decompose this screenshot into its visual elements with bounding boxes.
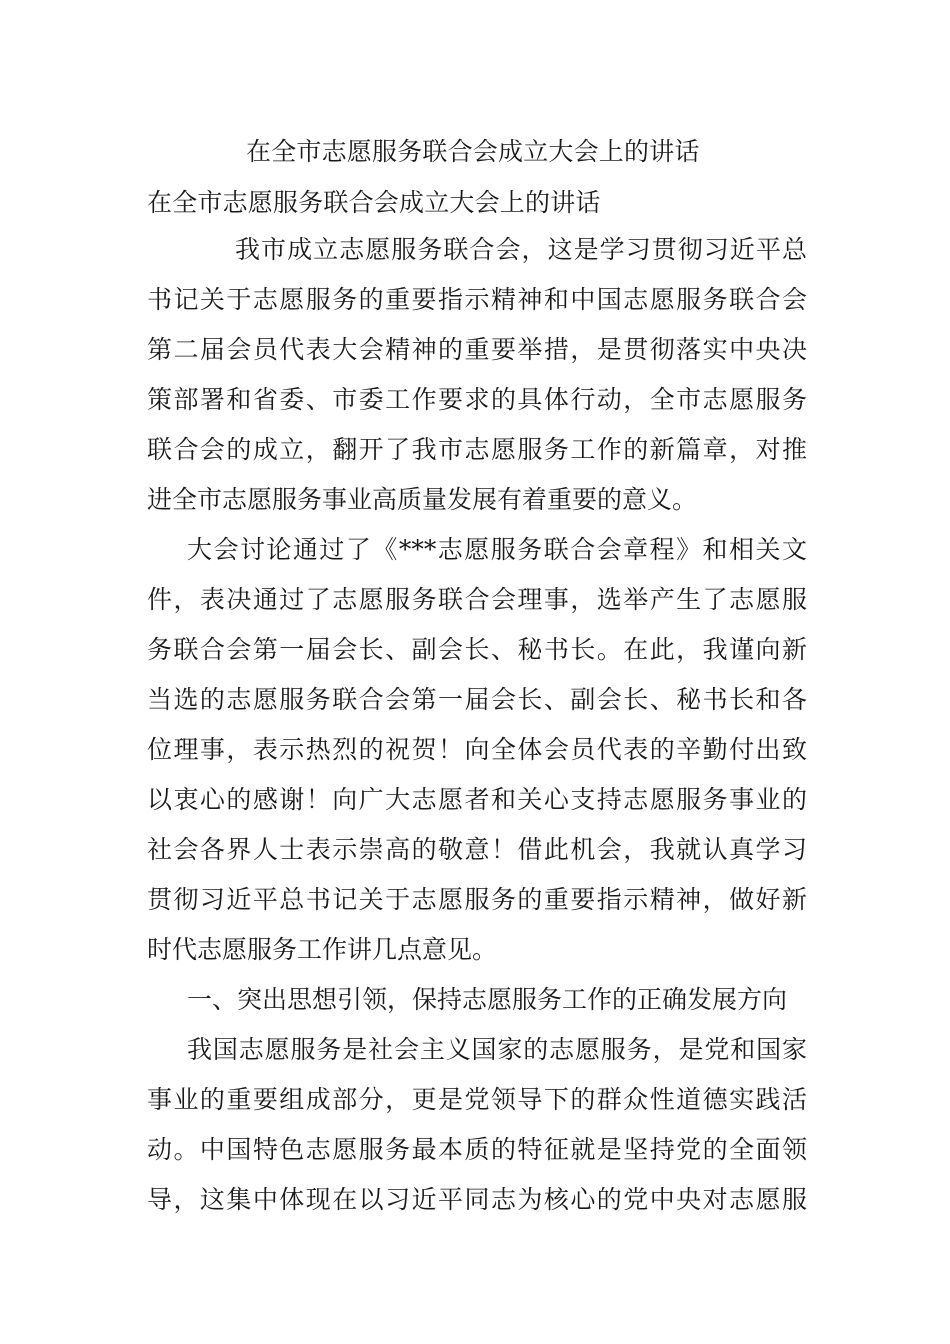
text-line: 务联合会第一届会长、副会长、秘书长。在此，我谨向新 [147,635,807,664]
text-line: 事业的重要组成部分，更是党领导下的群众性道德实践活 [147,1085,807,1114]
text-line: 贯彻习近平总书记关于志愿服务的重要指示精神，做好新 [147,885,807,914]
text-line: 件，表决通过了志愿服务联合会理事，选举产生了志愿服 [147,585,807,614]
paragraph-1 [147,230,807,530]
text-line: 时代志愿服务工作讲几点意见。 [147,935,498,964]
paragraph-3 [147,1030,807,1230]
text-line: 联合会的成立，翻开了我市志愿服务工作的新篇章，对推 [147,435,807,464]
text-line: 以衷心的感谢！向广大志愿者和关心支持志愿服务事业的 [147,785,807,814]
section-heading-text: 一、突出思想引领，保持志愿服务工作的正确发展方向 [187,985,788,1014]
section-heading-1 [147,980,807,1030]
text-line: 第二届会员代表大会精神的重要举措，是贯彻落实中央决 [147,335,807,364]
text-line: 当选的志愿服务联合会第一届会长、副会长、秘书长和各 [147,685,807,714]
text-line: 策部署和省委、市委工作要求的具体行动，全市志愿服务 [147,385,807,414]
text-line: 大会讨论通过了《***志愿服务联合会章程》和相关文 [187,535,807,564]
paragraph-2 [147,530,807,980]
text-line: 我国志愿服务是社会主义国家的志愿服务，是党和国家 [187,1035,807,1064]
document-body [147,230,807,1230]
document-title: 在全市志愿服务联合会成立大会上的讲话 [246,137,700,166]
text-line: 进全市志愿服务事业高质量发展有着重要的意义。 [147,485,698,514]
text-line: 位理事，表示热烈的祝贺！向全体会员代表的辛勤付出致 [147,735,807,764]
text-line: 书记关于志愿服务的重要指示精神和中国志愿服务联合会 [147,285,807,314]
text-line: 动。中国特色志愿服务最本质的特征就是坚持党的全面领 [147,1135,807,1164]
text-line: 导，这集中体现在以习近平同志为核心的党中央对志愿服 [147,1185,807,1214]
text-line: 社会各界人士表示崇高的敬意！借此机会，我就认真学习 [147,835,807,864]
text-line: 我市成立志愿服务联合会，这是学习贯彻习近平总 [235,235,807,264]
document-subtitle: 在全市志愿服务联合会成立大会上的讲话 [147,188,601,217]
